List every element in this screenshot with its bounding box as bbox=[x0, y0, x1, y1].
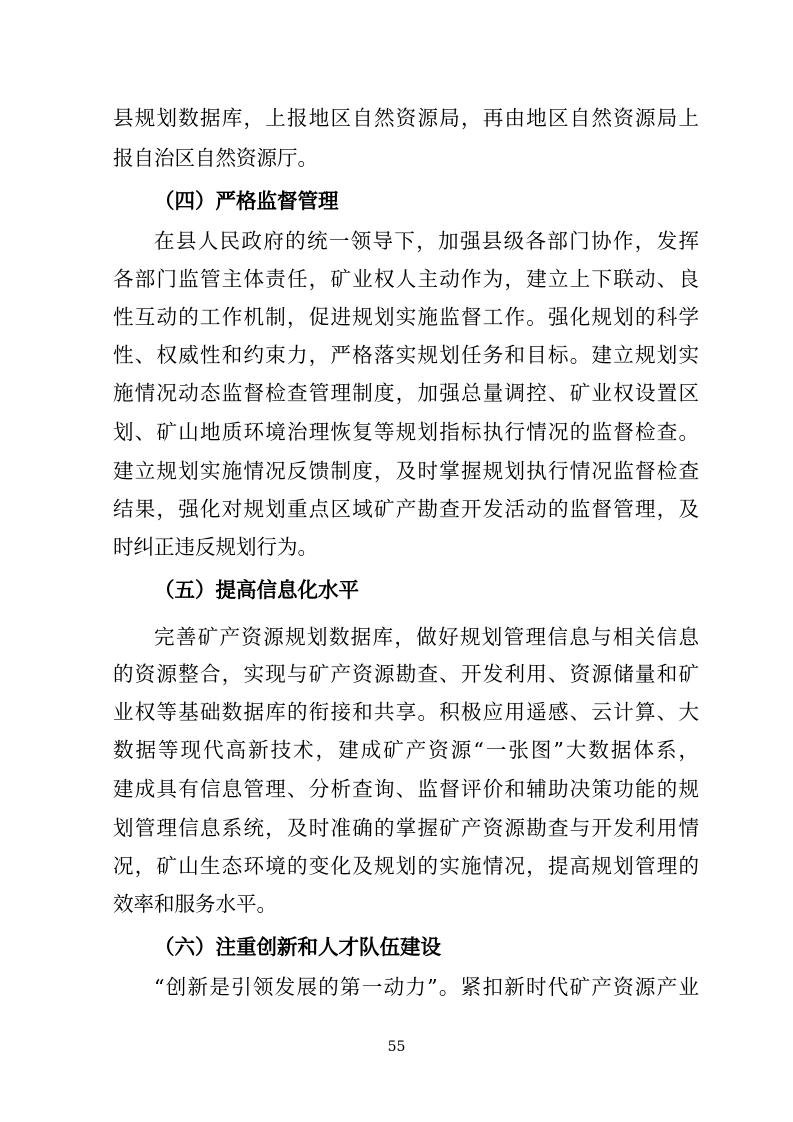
body-text-line: 划、矿山地质环境治理恢复等规划指标执行情况的监督检查。 bbox=[113, 420, 699, 444]
page-number: 55 bbox=[387, 1039, 406, 1055]
body-text-line: 建立规划实施情况反馈制度，及时掌握规划执行情况监督检查 bbox=[113, 459, 699, 483]
body-text-line: 各部门监管主体责任，矿业权人主动作为，建立上下联动、良 bbox=[113, 267, 699, 291]
body-text-line: 完善矿产资源规划数据库，做好规划管理信息与相关信息 bbox=[154, 625, 699, 649]
body-text-line: “创新是引领发展的第一动力”。紧扣新时代矿产资源产业 bbox=[154, 975, 699, 999]
section-heading: （四）严格监督管理 bbox=[154, 189, 339, 213]
body-text-line: 性、权威性和约束力，严格落实规划任务和目标。建立规划实 bbox=[113, 343, 699, 367]
body-text-line: 结果，强化对规划重点区域矿产勘查开发活动的监督管理，及 bbox=[113, 497, 699, 521]
body-text-line: 效率和服务水平。 bbox=[113, 892, 277, 916]
body-text-line: 性互动的工作机制，促进规划实施监督工作。强化规划的科学 bbox=[113, 305, 699, 329]
body-text-line: 况，矿山生态环境的变化及规划的实施情况，提高规划管理的 bbox=[113, 854, 699, 878]
body-text-line: 划管理信息系统，及时准确的掌握矿产资源勘查与开发利用情 bbox=[113, 816, 699, 840]
body-text-line: 时纠正违反规划行为。 bbox=[113, 535, 318, 559]
section-heading: （五）提高信息化水平 bbox=[154, 578, 359, 602]
body-text-line: 报自治区自然资源厅。 bbox=[113, 146, 318, 170]
body-text-line: 的资源整合，实现与矿产资源勘查、开发利用、资源储量和矿 bbox=[113, 662, 699, 686]
section-heading: （六）注重创新和人才队伍建设 bbox=[154, 935, 441, 959]
body-text-line: 数据等现代高新技术，建成矿产资源“一张图”大数据体系， bbox=[113, 738, 699, 762]
body-text-line: 业权等基础数据库的衔接和共享。积极应用遥感、云计算、大 bbox=[113, 700, 699, 724]
body-text-line: 施情况动态监督检查管理制度，加强总量调控、矿业权设置区 bbox=[113, 381, 699, 405]
body-text-line: 在县人民政府的统一领导下，加强县级各部门协作，发挥 bbox=[154, 229, 699, 253]
body-text-line: 县规划数据库，上报地区自然资源局，再由地区自然资源局上 bbox=[113, 106, 699, 130]
body-text-line: 建成具有信息管理、分析查询、监督评价和辅助决策功能的规 bbox=[113, 777, 699, 801]
